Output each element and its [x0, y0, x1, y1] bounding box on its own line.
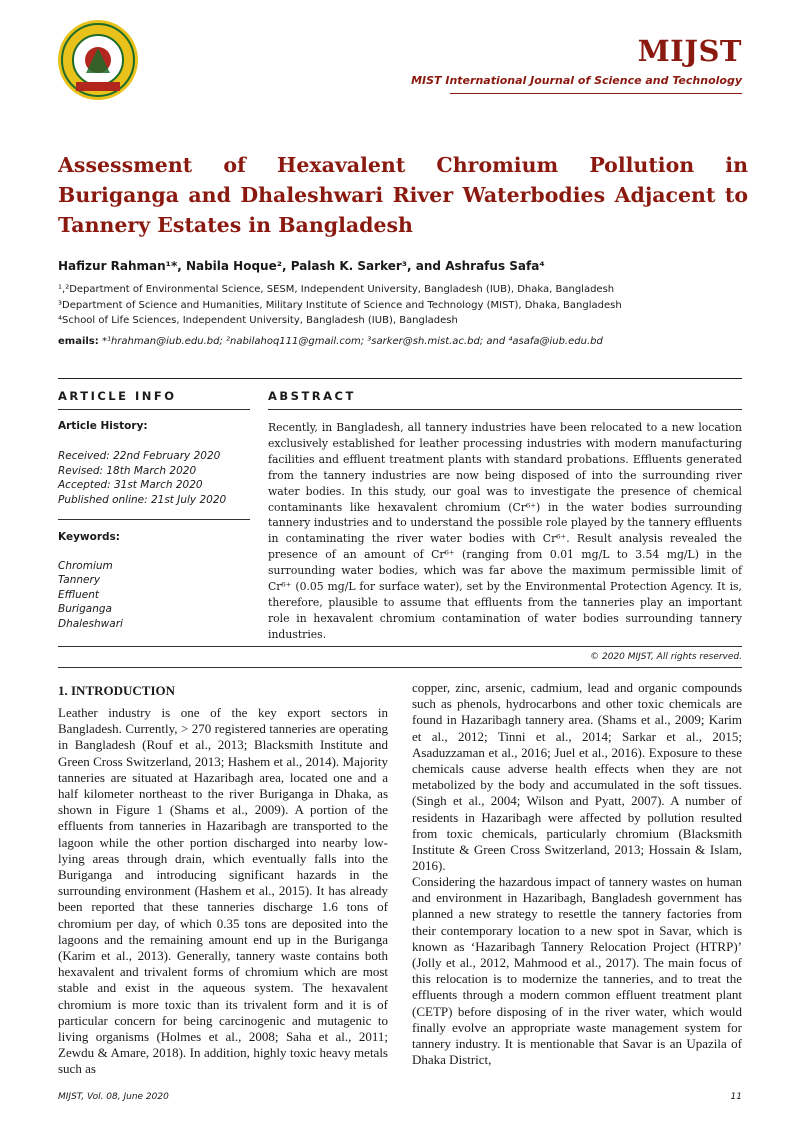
- top-divider: [58, 378, 742, 379]
- abstract-divider: [268, 409, 742, 410]
- affiliation-1: ¹,²Department of Environmental Science, SESM, Independent University, Bangladesh (IUB), Dhaka, Bangladesh: [58, 284, 615, 295]
- abstract-heading: ABSTRACT: [268, 389, 356, 403]
- mist-logo: [56, 18, 140, 102]
- affiliation-2: ³Department of Science and Humanities, Military Institute of Science and Technology (MIST), Dhaka, Bangladesh: [58, 299, 622, 311]
- copyright-notice: © 2020 MIJST, All rights reserved.: [590, 652, 742, 662]
- paragraph: Leather industry is one of the key export sectors in Bangladesh. Currently, > 270 registered tanneries are operating in Bangladesh (Rouf et al., 2013; Blacksmith Institute and Green Cross Switzerland, 2013; Hashem et al., 2014). Majority tanneries are situated at Hazaribagh area, located one and a half kilometer northeast to the river Buriganga in Dhaka, as shown in Figure 1 (Shams et al., 2009). A portion of the effluents from tanneries in Hazaribagh are transported to the lagoon while the other portion discharged into nearby low-lying areas through drain, which eventually falls into the Buriganga and introducing significant hazards in the surrounding environment (Hashem et al., 2015). It has already been reported that these tanneries discharge 1.6 tons of chromium per day, of which 0.35 tons are deposited into the lagoons and the remaining amount end up in the Buriganga (Karim et al., 2013). Generally, tannery waste contains both hexavalent and trivalent forms of chromium which are most stable and exist in the aqueous system. The hexavalent chromium is more toxic than its trivalent form and it is of particular concern for being carcinogenic and mutagenic to living organisms (Holmes et al., 2008; Saha et al., 2011; Zewdu & Amare, 2018). In addition, highly toxic heavy metals such as: [58, 705, 388, 1077]
- keyword: Effluent: [58, 588, 100, 601]
- journal-code: MIJST: [637, 34, 742, 68]
- bottom-divider: [58, 646, 742, 647]
- received-date: Received: 22nd February 2020: [58, 450, 221, 462]
- abstract-text: Recently, in Bangladesh, all tannery industries have been relocated to a new location exclusively established for leather processing industries with modern manufacturing facilities and effluent treatment plants with standard probations. Effluents generated from the tannery industries are now being disposed of into the surrounding river water bodies. In this study, our goal was to investigate the presence of chemical contaminants like hexavalent chromium (Cr⁶⁺) in the water bodies surrounding tannery industries and to understand the possible role played by the tannery effluents in contaminating the river water bodies with Cr⁶⁺. Result analysis revealed the presence of an amount of Cr⁶⁺ (ranging from 0.01 mg/L to 3.54 mg/L) in the surrounding water bodies, which was far above the maximum permissible limit of Cr⁶⁺ (0.05 mg/L for surface water), set by the Environmental Protection Agency. It is, therefore, plausible to assume that effluents from the tanneries play an important role in hexavalent chromium contamination of water bodies surrounding tannery industries.: [268, 421, 742, 641]
- affiliations: [58, 282, 748, 329]
- body-column-left: [58, 705, 388, 1078]
- emails: [58, 336, 748, 347]
- paper-title: Assessment of Hexavalent Chromium Pollution in Buriganga and Dhaleshwari River Waterbodies Adjacent to Tannery Estates in Bangladesh: [58, 153, 748, 237]
- keyword: Buriganga: [58, 603, 112, 616]
- body-column-right-paragraph-2: [412, 874, 742, 1068]
- article-info-divider: [58, 409, 250, 410]
- footer-citation: MIJST, Vol. 08, June 2020: [58, 1092, 169, 1102]
- keywords-heading: Keywords:: [58, 531, 120, 543]
- keyword: Tannery: [58, 574, 101, 587]
- history-divider: [58, 519, 250, 520]
- article-info-heading: ARTICLE INFO: [58, 389, 177, 403]
- email-addresses: *¹hrahman@iub.edu.bd; ²nabilahoq111@gmail.com; ³sarker@sh.mist.ac.bd; and ⁴asafa@iub.edu.bd: [101, 336, 603, 347]
- introduction-heading: 1. INTRODUCTION: [58, 683, 176, 698]
- keyword: Dhaleshwari: [58, 617, 123, 630]
- history-heading: Article History:: [58, 420, 148, 432]
- body-column-right-paragraph-1: [412, 680, 742, 874]
- keyword: Chromium: [58, 560, 113, 572]
- accepted-date: Accepted: 31st March 2020: [58, 479, 203, 491]
- authors: Hafizur Rahman¹*, Nabila Hoque², Palash K. Sarker³, and Ashrafus Safa⁴: [58, 259, 545, 273]
- paragraph: Considering the hazardous impact of tannery wastes on human and environment in Hazaribagh, Bangladesh government has planned a new strategy to resettle the tannery factories from their contemporary location to a new spot in Savar, which is known as ‘Hazaribagh Tannery Relocation Project (HTRP)’ (Jolly et al., 2012, Mahmood et al., 2017). The main focus of this relocation is to modernize the tanneries, and to treat the effluents through a modern common effluent treatment plant (CETP) before disposing of in the river water, which would finally evolve an appropriate waste management system for tannery industry. It is mentionable that Savar is an Upazila of Dhaka District,: [412, 874, 742, 1068]
- header-divider: [450, 93, 742, 94]
- page-number: 11: [730, 1092, 742, 1102]
- emails-label: emails:: [58, 336, 99, 347]
- published-date: Published online: 21st July 2020: [58, 493, 227, 506]
- copyright-divider: [58, 667, 742, 668]
- revised-date: Revised: 18th March 2020: [58, 464, 197, 477]
- article-history: [58, 449, 226, 507]
- paragraph: copper, zinc, arsenic, cadmium, lead and organic compounds such as phenols, hydrocarbons and other toxic chemicals are found in Hazaribagh tannery area. (Shams et al., 2009; Karim et al., 2012; Tinni et al., 2014; Sarkar et al., 2015; Asaduzzaman et al., 2016; Juel et al., 2016). Exposure to these chemicals cause adverse health effects when they are not metabolized by the body and accumulated in the soft tissues. (Singh et al., 2004; Wilson and Pyatt, 2007). A number of residents in Hazaribagh were affected by pollution resulted from toxic chemicals, particularly chromium (Blacksmith Institute & Green Cross Switzerland, 2013; Hossain & Islam, 2016).: [412, 680, 742, 874]
- affiliation-3: ⁴School of Life Sciences, Independent University, Bangladesh (IUB), Bangladesh: [58, 315, 458, 326]
- keywords-list: [58, 559, 123, 631]
- journal-name: MIST International Journal of Science and Technology: [411, 74, 742, 87]
